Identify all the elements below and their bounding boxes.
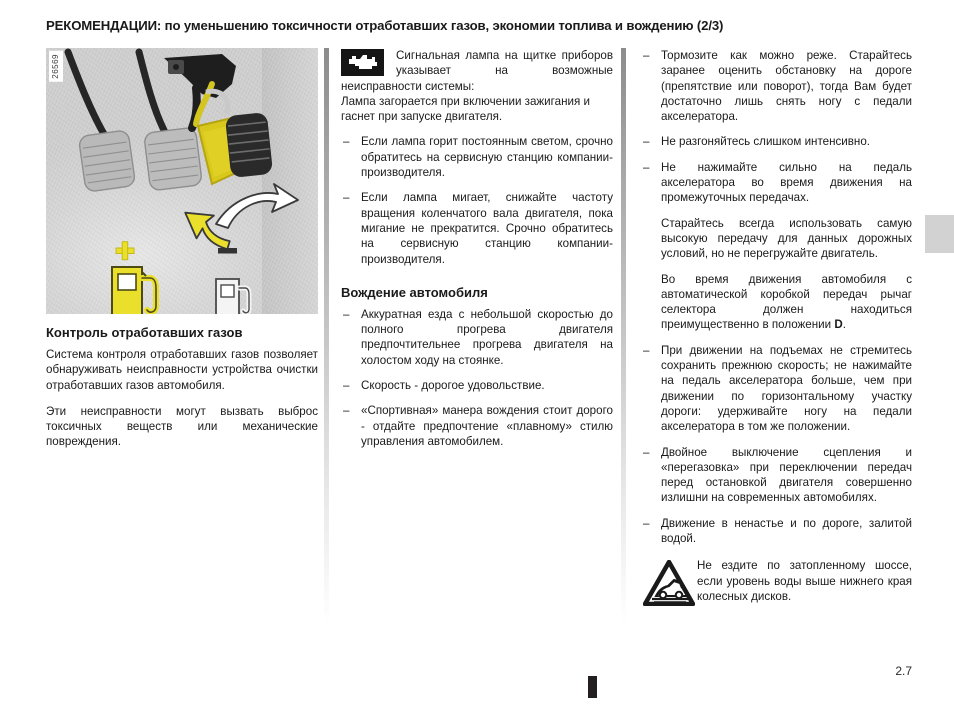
list-item — [641, 272, 912, 333]
list-item: – Тормозите как можно реже. Старайтесь заранее оценить обстановку на дороге (препятствие или поворот), тогда Вам будет достаточно лишь снять ногу с педали акселератора. — [641, 48, 912, 124]
list-item: – Двойное выключение сцепления и «перегазовка» при переключении передач перед остановкой двигателя совершенно излишни на современных автомобилях. — [641, 445, 912, 506]
page-title: РЕКОМЕНДАЦИИ: по уменьшению токсичности отработавших газов, экономии топлива и вождению (2/3) — [46, 18, 724, 33]
list-item: – Если лампа мигает, снижайте частоту вращения коленчатого вала двигателя, пока мигание не прекратится. Срочно обратитесь на сервисную станцию компании-производителя. — [341, 190, 613, 266]
lamp-bullet-list — [341, 134, 613, 266]
list-item: – Если лампа горит постоянным светом, срочно обратитесь на сервисную станцию компании-производителя. — [341, 134, 613, 180]
middle-column — [341, 48, 613, 459]
section-edge-tab — [925, 215, 954, 253]
list-item: – Движение в ненастье и по дороге, залитой водой. — [641, 516, 912, 547]
left-section-title: Контроль отработавших газов — [46, 325, 243, 340]
fuel-pump-white-icon — [213, 279, 249, 314]
page-number: 2.7 — [895, 664, 912, 678]
left-paragraph-1: Система контроля отработавших газов позволяет обнаруживать неисправности устройства очистки отработавших газов автомобиля. — [46, 348, 318, 392]
recommendations-list — [641, 48, 912, 546]
list-item: – Аккуратная езда с небольшой скоростью до полного прогрева двигателя предпочтительнее прогрева двигателя на холостом ходу на стоянке. — [341, 307, 613, 368]
gear-position-letter: D — [834, 318, 843, 332]
list-item: – Не разгоняйтесь слишком интенсивно. — [641, 134, 912, 149]
right-column — [641, 48, 912, 608]
bottom-marker — [588, 676, 597, 698]
driving-bullet-list — [341, 307, 613, 449]
left-paragraph-2: Эти неисправности могут вызвать выброс токсичных веществ или механические повреждения. — [46, 404, 318, 449]
pedals-diagram — [46, 48, 318, 314]
column-divider-1 — [324, 48, 329, 648]
list-item: Старайтесь всегда использовать самую высокую передачу для данных дорожных условий, но не перегружайте двигатель. — [661, 216, 912, 261]
illustration-number: 26569 — [49, 51, 63, 82]
warning-lamp-tail: Лампа загорается при включении зажигания и гаснет при запуске двигателя. — [341, 94, 590, 124]
flooded-road-warning-icon — [643, 560, 695, 606]
double-arrow-icon — [183, 184, 298, 260]
list-item-text: Во время движения автомобиля с автоматической коробкой передач рычаг селектора должен находиться преимущественно в положении D. — [661, 272, 912, 332]
minus-sign-icon — [218, 248, 237, 254]
engine-warning-lamp-icon — [341, 49, 384, 76]
plus-sign-icon — [116, 242, 134, 260]
pedals-illustration — [46, 48, 318, 314]
warning-lamp-intro: Сигнальная лампа на щитке приборов указывает на возможные неисправности системы: — [341, 49, 613, 93]
flood-warning-text: Не ездите по затопленному шоссе, если уровень воды выше нижнего края колесных дисков. — [697, 559, 912, 603]
list-item: – При движении на подъемах не стремитесь сохранить прежнюю скорость; не нажимайте на педаль акселератора больше, чем при движении по горизонтальному участку дороги: удерживайте ногу на педали акселератора в том же положении. — [641, 343, 912, 435]
warning-lamp-block — [341, 48, 613, 124]
fuel-pump-yellow-icon — [108, 267, 156, 314]
list-item: – Не нажимайте сильно на педаль акселератора во время движения на промежуточных передачах. — [641, 160, 912, 206]
middle-section-title: Вождение автомобиля — [341, 284, 488, 300]
left-column — [46, 48, 318, 450]
list-item: – Скорость - дорогое удовольствие. — [341, 378, 613, 393]
flood-warning-block — [641, 558, 912, 608]
column-divider-2 — [621, 48, 626, 648]
list-item: – «Спортивная» манера вождения стоит дорого - отдайте предпочтение «плавному» стилю управления автомобилем. — [341, 403, 613, 449]
